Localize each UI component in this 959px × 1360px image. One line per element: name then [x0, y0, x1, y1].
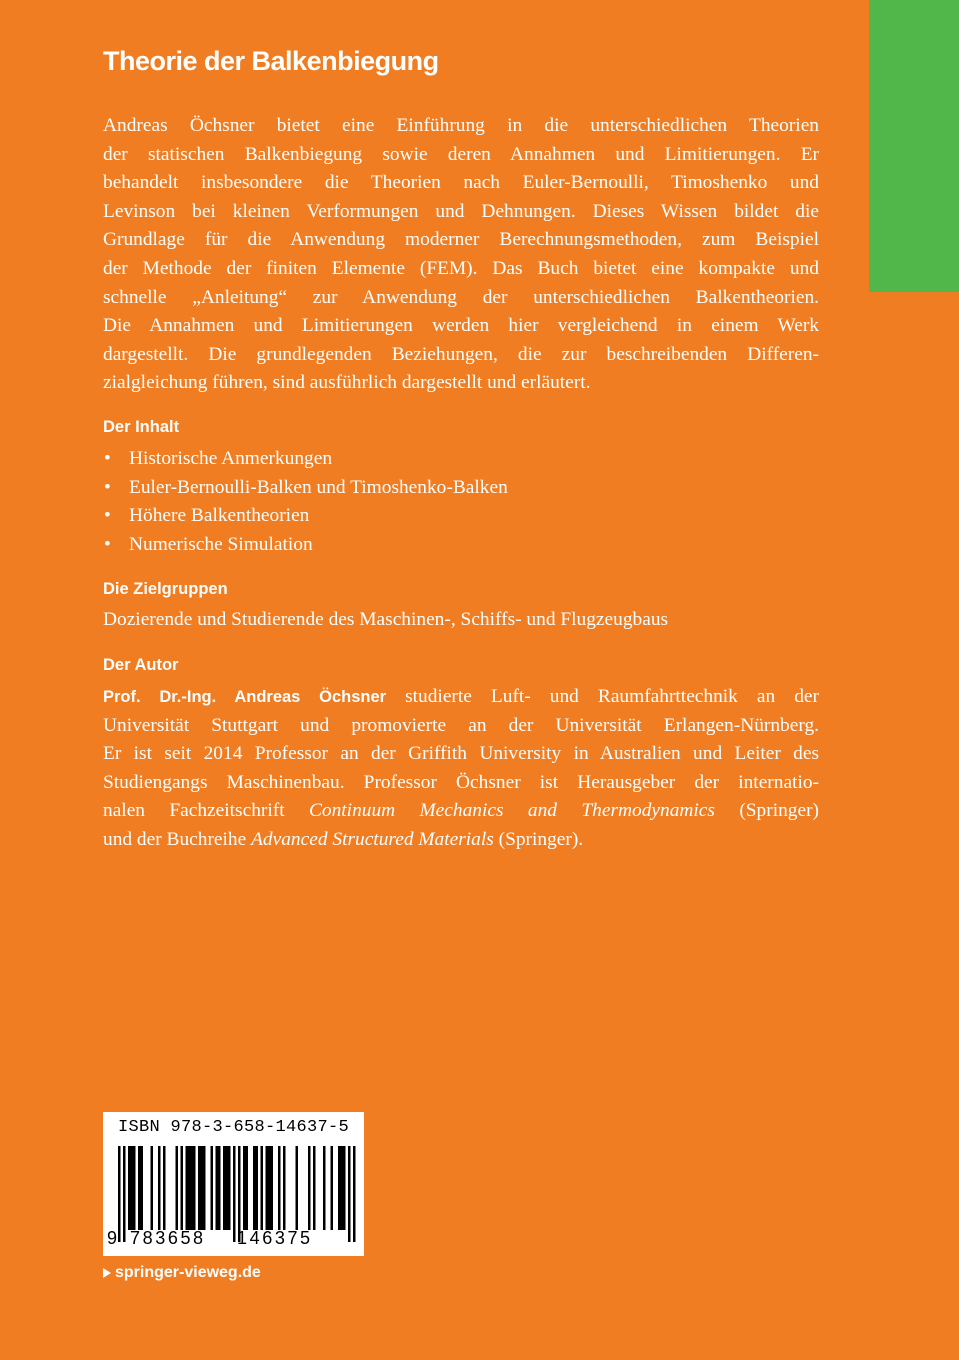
list-item [103, 502, 508, 531]
isbn-label: ISBN 978-3-658-14637-5 [117, 1118, 350, 1137]
barcode-bar [246, 1146, 249, 1230]
barcode-bar [216, 1146, 219, 1230]
author-bio-line [103, 797, 819, 826]
audience-text: Dozierende und Studierende des Maschinen-, Schiffs- und Flugzeugbaus [103, 609, 669, 630]
barcode-bar [243, 1146, 246, 1230]
barcode-digits-left: 783658 [130, 1228, 206, 1248]
barcode-digits-right: 146375 [237, 1228, 313, 1248]
intro-line: zialgleichung führen, sind ausführlich dargestellt und erläutert. [103, 372, 591, 394]
barcode-bar [128, 1146, 131, 1230]
bullet-icon: • [104, 505, 111, 527]
author-bio-text: (Springer). [493, 828, 584, 850]
bullet-icon: • [104, 476, 111, 498]
barcode-bar [158, 1146, 161, 1230]
barcode-bar [313, 1146, 316, 1230]
barcode-bar [201, 1146, 204, 1230]
author-bio-line: Universität Stuttgart und promovierte an der Universität Erlangen-Nürnberg. [103, 714, 819, 736]
barcode-bar [341, 1146, 344, 1230]
barcode-bar [228, 1146, 231, 1230]
intro-paragraph [103, 112, 819, 398]
list-item [103, 531, 508, 560]
barcode-bar [256, 1146, 259, 1230]
green-accent-tab [869, 0, 959, 292]
list-item-text: Euler-Bernoulli-Balken und Timoshenko-Balken [129, 476, 508, 498]
arrow-right-icon [103, 1268, 111, 1278]
author-bio-text: studierte Luft- und Raumfahrttechnik an der [386, 686, 819, 707]
author-bio [103, 683, 819, 855]
barcode-bar [211, 1146, 214, 1230]
list-item-text: Historische Anmerkungen [129, 448, 333, 469]
barcode-bar [323, 1146, 326, 1230]
list-item [103, 474, 508, 503]
contents-heading: Der Inhalt [103, 418, 180, 436]
intro-line: dargestellt. Die grundlegenden Beziehungen, die zur beschreibenden Differen- [103, 343, 819, 365]
barcode-bar [191, 1146, 194, 1230]
barcode-bar [198, 1146, 201, 1230]
barcode-bar [283, 1146, 286, 1230]
barcode-bar [193, 1146, 196, 1230]
barcode-bar [131, 1146, 134, 1230]
list-item-text: Höhere Balkentheorien [129, 505, 310, 527]
barcode-bar [343, 1146, 346, 1230]
author-bio-text: nalen Fachzeitschrift [103, 800, 309, 822]
barcode-bar [308, 1146, 311, 1230]
barcode-bar [296, 1146, 299, 1230]
barcode-bar [176, 1146, 179, 1230]
barcode-bar [253, 1146, 256, 1230]
barcode-bar [331, 1146, 334, 1230]
book-title: Theorie der Balkenbiegung [103, 46, 439, 76]
series-title: Advanced Structured Materials [251, 828, 494, 850]
barcode-bar [151, 1146, 154, 1230]
publisher-website[interactable] [103, 1264, 261, 1282]
intro-line: Grundlage für die Anwendung moderner Berechnungsmethoden, zum Beispiel [103, 229, 819, 251]
barcode-bar [133, 1146, 136, 1230]
intro-line: Levinson bei kleinen Verformungen und Dehnungen. Dieses Wissen bildet die [103, 200, 819, 222]
author-name: Prof. Dr.-Ing. Andreas Öchsner [103, 688, 387, 706]
barcode-bar [138, 1146, 141, 1230]
barcode-bar [223, 1146, 226, 1230]
barcode-digits [103, 1228, 364, 1252]
journal-title: Continuum Mechanics and Thermodynamics [308, 800, 715, 822]
intro-line: behandelt insbesondere die Theorien nach Euler-Bernoulli, Timoshenko und [103, 172, 819, 194]
barcode-digit-first: 9 [107, 1228, 118, 1248]
intro-line: der Methode der finiten Elemente (FEM). Das Buch bietet eine kompakte und [103, 257, 819, 279]
barcode-bar [218, 1146, 221, 1230]
website-text: springer-vieweg.de [115, 1264, 261, 1281]
barcode-bar [188, 1146, 191, 1230]
bullet-icon: • [104, 533, 111, 555]
intro-line: schnelle „Anleitung“ zur Anwendung der unterschiedlichen Balkentheorien. [103, 286, 819, 308]
author-heading: Der Autor [103, 656, 179, 674]
bullet-icon: • [104, 448, 111, 469]
barcode-bar [203, 1146, 206, 1230]
barcode-bar [338, 1146, 341, 1230]
barcode-bar [278, 1146, 281, 1230]
author-bio-line [103, 826, 819, 855]
barcode-bar [266, 1146, 269, 1230]
barcode-bar [163, 1146, 166, 1230]
author-bio-line: Studiengangs Maschinenbau. Professor Öchsner ist Herausgeber der internatio- [103, 771, 819, 793]
author-bio-text: und der Buchreihe [103, 828, 252, 850]
barcode-bar [226, 1146, 229, 1230]
intro-line: Die Annahmen und Limitierungen werden hier vergleichend in einem Werk [103, 315, 819, 337]
author-bio-line: Er ist seit 2014 Professor an der Griffith University in Australien und Leiter des [103, 743, 819, 765]
audience-heading: Die Zielgruppen [103, 580, 228, 598]
barcode-bar [271, 1146, 274, 1230]
barcode-bar [186, 1146, 189, 1230]
list-item-text: Numerische Simulation [129, 533, 313, 555]
contents-list [103, 445, 508, 559]
list-item [103, 445, 508, 474]
barcode-bar [181, 1146, 184, 1230]
intro-line: Andreas Öchsner bietet eine Einführung in die unterschiedlichen Theorien [103, 115, 819, 136]
barcode-bar [268, 1146, 271, 1230]
intro-line: der statischen Balkenbiegung sowie deren Annahmen und Limitierungen. Er [103, 143, 819, 165]
barcode-bar [261, 1146, 264, 1230]
author-bio-line [103, 683, 819, 712]
author-bio-text: (Springer) [714, 800, 820, 822]
barcode-bar [141, 1146, 144, 1230]
